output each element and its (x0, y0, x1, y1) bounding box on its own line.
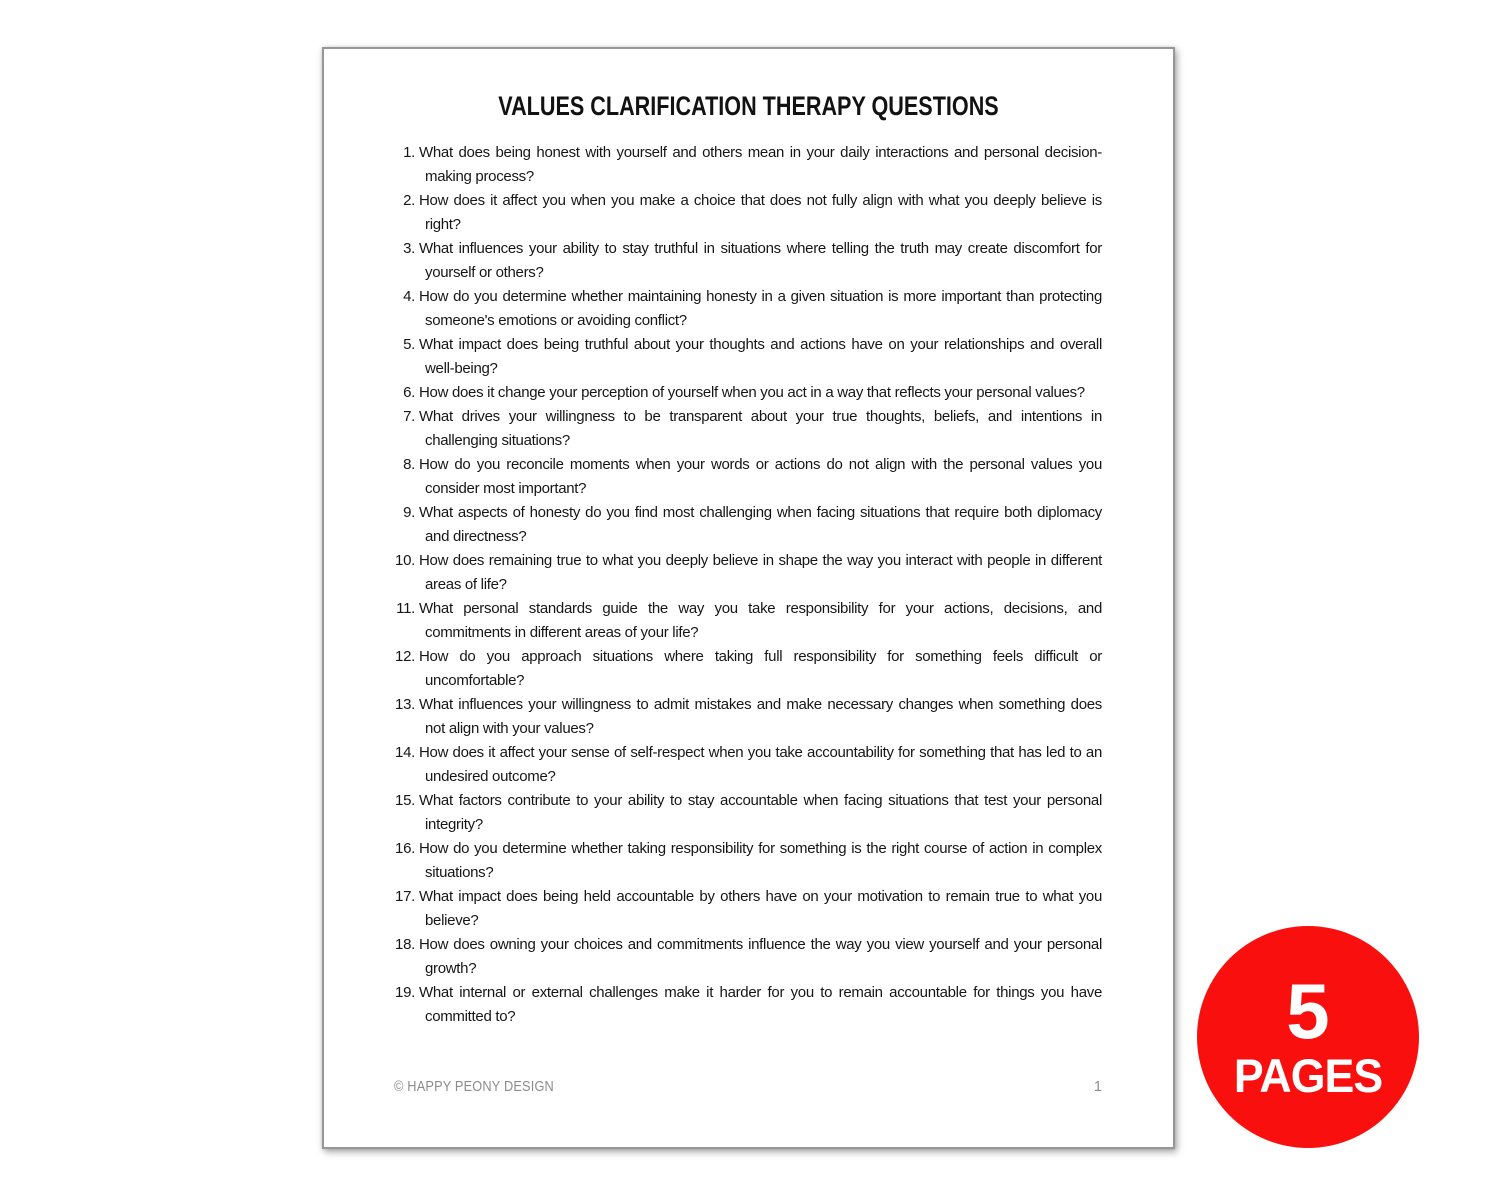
document-page (322, 47, 1175, 1149)
pages-count-badge (1197, 926, 1419, 1148)
page-footer (394, 1079, 1102, 1095)
question-item: What does being honest with yourself and others mean in your daily interactions and personal decision-making process? (419, 144, 1102, 185)
question-item: How does it change your perception of yourself when you act in a way that reflects your personal values? (419, 384, 1085, 401)
question-item: What internal or external challenges make it harder for you to remain accountable for things you have committed to? (419, 984, 1102, 1025)
question-item: What factors contribute to your ability to stay accountable when facing situations that test your personal integrity? (419, 792, 1102, 833)
footer-copyright: © HAPPY PEONY DESIGN (394, 1079, 554, 1095)
question-item: What influences your willingness to admit mistakes and make necessary changes when something does not align with your values? (419, 696, 1102, 737)
page-title: VALUES CLARIFICATION THERAPY QUESTIONS (498, 91, 999, 121)
question-item: How does it affect your sense of self-respect when you take accountability for something that has led to an undesired outcome? (419, 744, 1102, 785)
question-item: What drives your willingness to be transparent about your true thoughts, beliefs, and intentions in challenging situations? (419, 408, 1102, 449)
page-number-label: 1 (1093, 1079, 1102, 1095)
question-item: What personal standards guide the way you take responsibility for your actions, decisions, and commitments in different areas of your life? (419, 600, 1102, 641)
question-item: What aspects of honesty do you find most challenging when facing situations that require both diplomacy and directness? (419, 504, 1102, 545)
question-list (394, 141, 1102, 1029)
question-item: How does owning your choices and commitments influence the way you view yourself and your personal growth? (419, 936, 1102, 977)
question-item: How does it affect you when you make a choice that does not fully align with what you deeply believe is right? (419, 192, 1102, 233)
badge-page-count: 5 (1286, 967, 1330, 1056)
question-item: How do you determine whether taking responsibility for something is the right course of action in complex situations? (419, 840, 1102, 881)
question-item: How do you reconcile moments when your words or actions do not align with the personal values you consider most important? (419, 456, 1102, 497)
question-item: How do you determine whether maintaining honesty in a given situation is more important than protecting someone's emotions or avoiding conflict? (419, 288, 1102, 329)
question-item: How do you approach situations where taking full responsibility for something feels difficult or uncomfortable? (419, 648, 1102, 689)
question-item: What influences your ability to stay truthful in situations where telling the truth may create discomfort for yourself or others? (419, 240, 1102, 281)
question-item: What impact does being held accountable by others have on your motivation to remain true to what you believe? (419, 888, 1102, 929)
question-item: What impact does being truthful about your thoughts and actions have on your relationships and overall well-being? (419, 336, 1102, 377)
badge-pages-label: PAGES (1233, 1049, 1383, 1103)
question-item: How does remaining true to what you deeply believe in shape the way you interact with people in different areas of life? (419, 552, 1102, 593)
